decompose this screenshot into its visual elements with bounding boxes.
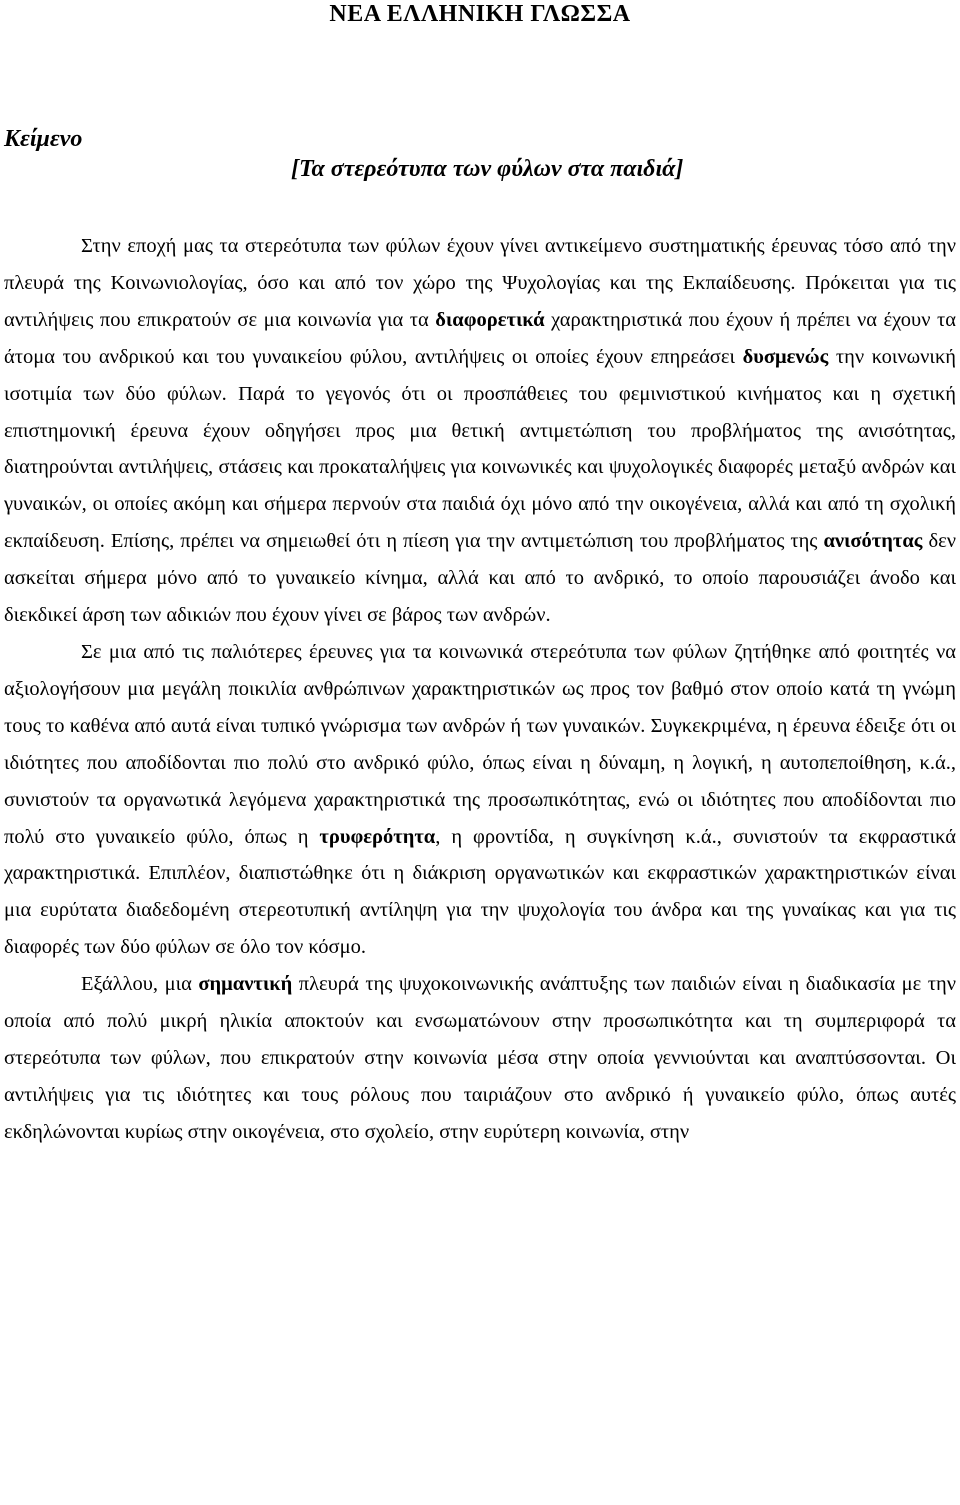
body-text [4, 228, 956, 1151]
paragraph-1-text-1: Στην εποχή μας τα στερεότυπα των φύλων έχουν γίνει αντικείμενο συστηματικής έρευνας τόσο από την πλευρά της Κοινωνιολογίας, όσο και από τον χώρο της Ψυχολογίας και της Εκπαίδευσης. Πρόκειται για τις αντιλήψεις που επικρατούν σε μια κοινωνία για τα [4, 235, 956, 331]
paragraph-2-text-2: , η φροντίδα, η συγκίνηση κ.ά., συνιστούν τα εκφραστικά χαρακτηριστικά. Επιπλέον, διαπιστώθηκε ότι η διάκριση οργανωτικών και εκφραστικών χαρακτηριστικών είναι μια ευρύτατα διαδεδομένη στερεοτυπική αντίληψη για την ψυχολογία του άνδρα και της γυναίκας και για τις διαφορές των δύο φύλων σε όλο τον κόσμο. [4, 825, 956, 959]
bold-word-dysmenos: δυσμενώς [742, 345, 829, 368]
paragraph-2 [4, 634, 956, 966]
paragraph-1-text-3: την κοινωνική ισοτιμία των δύο φύλων. Παρά το γεγονός ότι οι προσπάθειες του φεμινιστικού κινήματος και η σχετική επιστημονική έρευνα έχουν οδηγήσει προς μια θετική αντιμετώπιση του προβλήματος της ανισότητας, διατηρούνται αντιλήψεις, στάσεις και προκαταλήψεις για κοινωνικές και ψυχολογικές διαφορές μεταξύ ανδρών και γυναικών, οι οποίες ακόμη και σήμερα περνούν στα παιδιά όχι μόνο από την οικογένεια, αλλά και από τη σχολική εκπαίδευση. Επίσης, πρέπει να σημειωθεί ότι η πίεση για την αντιμετώπιση του προβλήματος της [4, 345, 956, 553]
paragraph-1 [4, 228, 956, 634]
bold-word-tryferotita: τρυφερότητα [319, 825, 436, 848]
text-title: [Τα στερεότυπα των φύλων στα παιδιά] [291, 156, 684, 182]
bold-word-diaforetika: διαφορετικά [435, 308, 545, 331]
paragraph-3 [4, 966, 956, 1151]
paragraph-1-text-4: δεν ασκείται σήμερα μόνο από το γυναικείο κίνημα, αλλά και από το ανδρικό, το οποίο παρουσιάζει άνοδο και διεκδικεί άρση των αδικιών που έχουν γίνει σε βάρος των ανδρών. [4, 530, 956, 627]
paragraph-2-text-1: Σε μια από τις παλιότερες έρευνες για τα κοινωνικά στερεότυπα των φύλων ζητήθηκε από φοιτητές να αξιολογήσουν μια μεγάλη ποικιλία ανθρώπινων χαρακτηριστικών ως προς τον βαθμό στον οποίο κατά τη γνώμη τους το καθένα από αυτά είναι τυπικό γνώρισμα των ανδρών ή των γυναικών. Συγκεκριμένα, η έρευνα έδειξε ότι οι ιδιότητες που αποδίδονται πιο πολύ στο ανδρικό φύλο, όπως είναι η δύναμη, η λογική, η αυτοπεποίθηση, κ.ά., συνιστούν τα οργανωτικά λεγόμενα χαρακτηριστικά της προσωπικότητας, ενώ οι ιδιότητες που αποδίδονται πιο πολύ στο γυναικείο φύλο, όπως η [4, 640, 956, 848]
paragraph-1-text-2: χαρακτηριστικά που έχουν ή πρέπει να έχουν τα άτομα του ανδρικού και του γυναικείου φύλου, αντιλήψεις οι οποίες έχουν επηρεάσει [4, 308, 956, 368]
paragraph-3-text-2: πλευρά της ψυχοκοινωνικής ανάπτυξης των παιδιών είναι η διαδικασία με την οποία από πολύ μικρή ηλικία αποκτούν και ενσωματώνουν στην προσωπικότητα και τη συμπεριφορά τα στερεότυπα των φύλων, που επικρατούν στην κοινωνία μέσα στην οποία γεννιούνται και αναπτύσσονται. Οι αντιλήψεις για τις ιδιότητες και τους ρόλους που ταιριάζουν στο ανδρικό ή γυναικείο φύλο, όπως αυτές εκδηλώνονται κυρίως στην οικογένεια, στο σχολείο, στην ευρύτερη κοινωνία, στην [4, 973, 956, 1143]
section-label: Κείμενο [4, 126, 83, 152]
document-title: ΝΕΑ ΕΛΛΗΝΙΚΗ ΓΛΩΣΣΑ [329, 1, 631, 27]
paragraph-3-text-1: Εξάλλου, μια [81, 973, 199, 996]
bold-word-anisotitas: ανισότητας [823, 530, 923, 553]
bold-word-simantiki: σημαντική [198, 973, 293, 996]
